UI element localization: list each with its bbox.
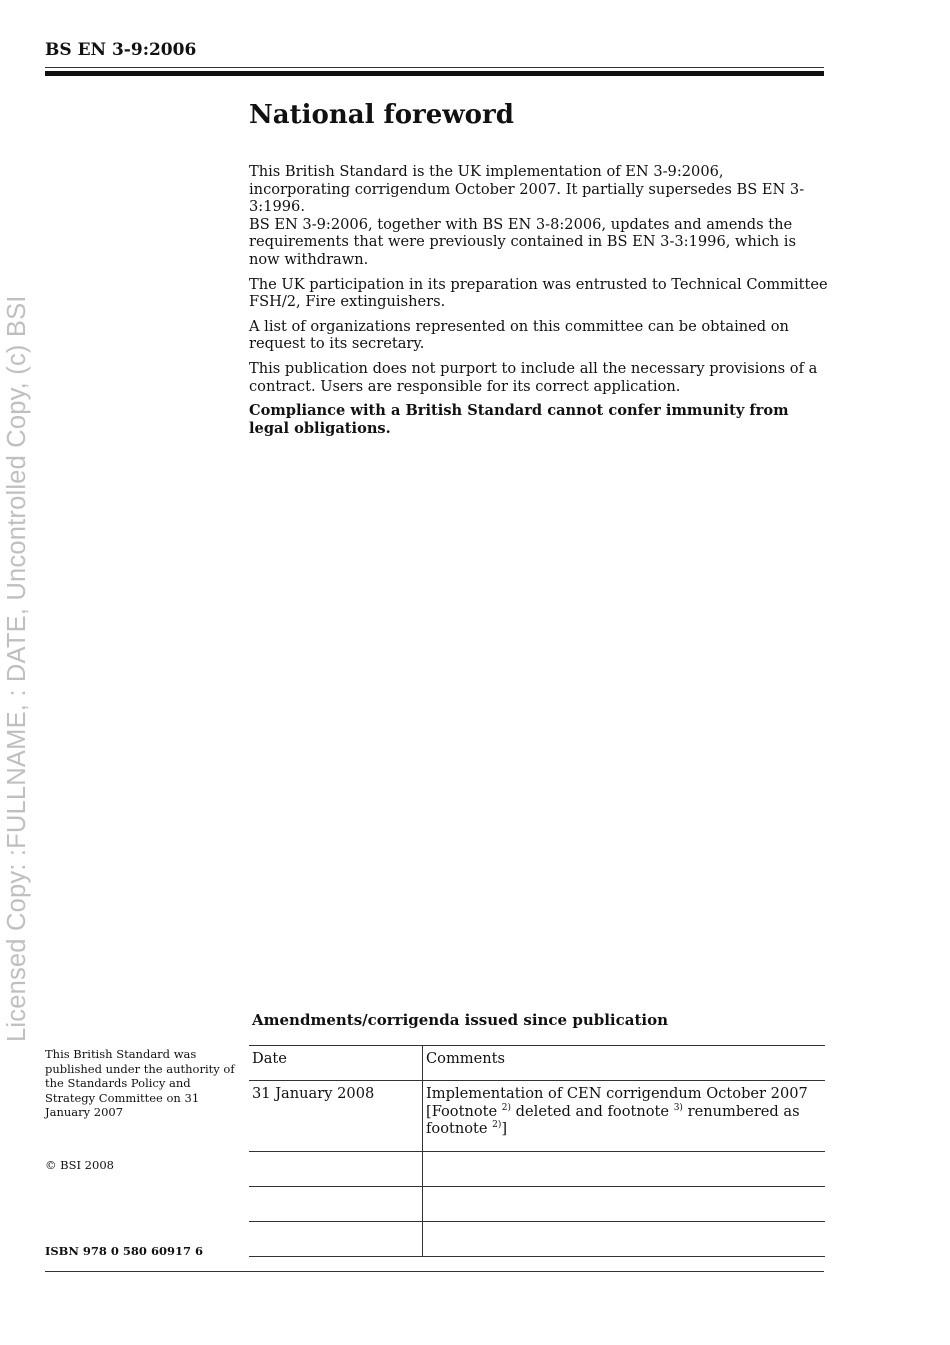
page-title: National foreword (249, 100, 514, 130)
license-watermark: Licensed Copy: :FULLNAME, : DATE, Uncontrolled Copy, (c) BSI (3, 295, 31, 1042)
amendment-comment (423, 1081, 826, 1152)
footnote-ref: 3) (673, 1102, 683, 1113)
paragraph-organizations: A list of organizations represented on this committee can be obtained on request to its secretary. (249, 317, 789, 353)
empty-cell (249, 1152, 423, 1187)
comment-text: ] (501, 1120, 508, 1138)
comment-text: Implementation of CEN corrigendum October 2007 [Footnote (426, 1085, 808, 1120)
empty-cell (423, 1187, 826, 1222)
empty-cell (423, 1152, 826, 1187)
footer-rule (45, 1271, 824, 1272)
empty-cell (249, 1187, 423, 1222)
foreword-body (249, 163, 829, 444)
paragraph-contract: This publication does not purport to include all the necessary provisions of a contract. Users are responsible for its correct application. (249, 359, 818, 395)
isbn-note: ISBN 978 0 580 60917 6 (45, 1244, 203, 1258)
paragraph-supersedes: BS EN 3-9:2006, together with BS EN 3-8:2006, updates and amends the requirements that were previously contained in BS EN 3-3:1996, which is now withdrawn. (249, 215, 796, 268)
table-header-row (249, 1046, 825, 1081)
document-id: BS EN 3-9:2006 (45, 40, 197, 60)
paragraph-participation: The UK participation in its preparation was entrusted to Technical Committee FSH/2, Fire extinguishers. (249, 275, 828, 311)
header-rule-thin (45, 67, 824, 68)
paragraph-compliance: Compliance with a British Standard cannot confer immunity from legal obligations. (249, 402, 789, 437)
copyright-note: © BSI 2008 (45, 1158, 114, 1172)
table-row (249, 1222, 825, 1257)
comment-text: deleted and footnote (511, 1102, 674, 1120)
empty-cell (249, 1222, 423, 1257)
footnote-ref: 2) (492, 1120, 502, 1131)
column-header-date: Date (249, 1046, 423, 1081)
paragraph-implementation: This British Standard is the UK implementation of EN 3-9:2006, incorporating corrigendum October 2007. It partially supersedes BS EN 3-3:1996. (249, 163, 805, 216)
table-row (249, 1187, 825, 1222)
amendment-date: 31 January 2008 (249, 1081, 423, 1152)
empty-cell (423, 1222, 826, 1257)
column-header-comments: Comments (423, 1046, 826, 1081)
amendments-table (249, 1045, 825, 1257)
footnote-ref: 2) (501, 1102, 512, 1113)
table-row (249, 1152, 825, 1187)
comment-text: renumbered as footnote (426, 1102, 800, 1138)
authority-note: This British Standard was published under the authority of the Standards Policy and Strategy Committee on 31 January 2007 (45, 1047, 235, 1119)
table-row (249, 1081, 825, 1152)
header-rule-thick (45, 71, 824, 76)
amendments-heading: Amendments/corrigenda issued since publication (252, 1011, 668, 1029)
